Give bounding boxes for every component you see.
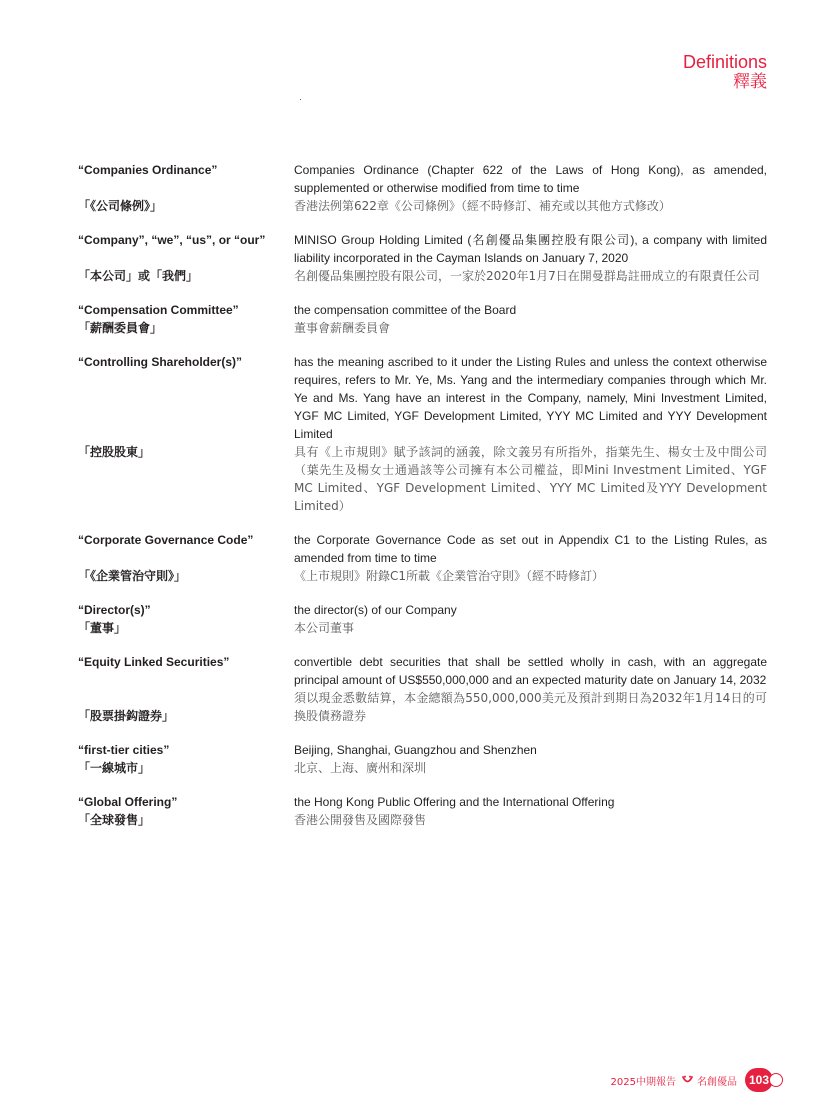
definition-zh: 具有《上市規則》賦予該詞的涵義，除文義另有所指外，指葉先生、楊女士及中間公司（葉先生及楊女士通過該等公司擁有本公司權益，即Mini Investment Limited、YGF MC Limited、YGF Development Limited、YYY MC Limited及YYY Development Limited）: [294, 445, 767, 513]
stray-dot: [300, 99, 301, 100]
term: “Compensation Committee”: [78, 303, 239, 317]
term: “Controlling Shareholder(s)”: [78, 355, 243, 369]
definition: the Hong Kong Public Offering and the International Offering: [294, 795, 615, 809]
definition: convertible debt securities that shall be settled wholly in cash, with an aggregate principal amount of US$550,000,000 and an expected maturity date on January 14, 2032: [294, 655, 767, 687]
term: “Companies Ordinance”: [78, 163, 218, 177]
definition-zh: 北京、上海、廣州和深圳: [294, 761, 427, 775]
page-title: Definitions: [682, 52, 767, 72]
term-zh: 「董事」: [78, 621, 127, 635]
definition-entry-company: [78, 231, 767, 285]
term-zh: 「本公司」或「我們」: [78, 269, 199, 283]
page-title-zh: 釋義: [733, 72, 767, 92]
term-zh: 「全球發售」: [78, 813, 151, 827]
definition-zh: 香港法例第622章《公司條例》（經不時修訂、補充或以其他方式修改）: [294, 199, 671, 213]
definition-zh: 須以現金悉數結算，本金總額為550,000,000美元及預計到期日為2032年1月14日的可換股債務證券: [294, 691, 767, 723]
definition: Beijing, Shanghai, Guangzhou and Shenzhen: [294, 743, 537, 757]
page-number: 103: [745, 1068, 773, 1092]
definition: the director(s) of our Company: [294, 603, 457, 617]
definition-entry-equity-linked-securities: [78, 653, 767, 725]
definition-entry-companies-ordinance: [78, 161, 767, 215]
definition: Companies Ordinance (Chapter 622 of the Laws of Hong Kong), as amended, supplemented or otherwise modified from time to time: [294, 163, 767, 195]
definition-entry-compensation-committee: [78, 301, 767, 337]
term: “first-tier cities”: [78, 743, 170, 757]
term-zh: 「《公司條例》」: [78, 199, 163, 213]
report-name: 2025中期報告: [610, 1076, 676, 1088]
definition: has the meaning ascribed to it under the Listing Rules and unless the context otherwise requires, refers to Mr. Ye, Ms. Yang and the intermediary companies through which Mr. Ye and Ms. Yang have an interest in the Company, namely, Mini Investment Limited, YGF MC Limited, YGF Development Limited, YYY MC Limited and YYY Development Limited: [294, 355, 767, 441]
definition-entry-controlling-shareholders: [78, 353, 767, 515]
term: “Corporate Governance Code”: [78, 533, 254, 547]
definition: the compensation committee of the Board: [294, 303, 517, 317]
definition-entry-corporate-governance-code: [78, 531, 767, 585]
definition-zh: 本公司董事: [294, 621, 355, 635]
term: “Director(s)”: [78, 603, 151, 617]
definition: the Corporate Governance Code as set out in Appendix C1 to the Listing Rules, as amended from time to time: [294, 533, 767, 565]
page-header: [683, 52, 767, 92]
definition-zh: 香港公開發售及國際發售: [294, 813, 427, 827]
definition-zh: 名創優品集團控股有限公司，一家於2020年1月7日在開曼群島註冊成立的有限責任公司: [294, 269, 760, 283]
term-zh: 「一線城市」: [78, 761, 151, 775]
definition-entry-global-offering: [78, 793, 767, 829]
page-number-badge: [745, 1068, 783, 1092]
term-zh: 「薪酬委員會」: [78, 321, 163, 335]
definition-zh: 董事會薪酬委員會: [294, 321, 391, 335]
miniso-logo-icon: [682, 1075, 693, 1085]
ring-decoration-icon: [769, 1073, 783, 1087]
brand-name: 名創優品: [697, 1076, 737, 1088]
term: “Equity Linked Securities”: [78, 655, 230, 669]
definition: MINISO Group Holding Limited (名創優品集團控股有限公司), a company with limited liability incorporated in the Cayman Islands on January 7, 2020: [294, 233, 767, 265]
term: “Company”, “we”, “us”, or “our”: [78, 233, 266, 247]
term: “Global Offering”: [78, 795, 178, 809]
definition-zh: 《上市規則》附錄C1所載《企業管治守則》（經不時修訂）: [294, 569, 605, 583]
term-zh: 「控股股東」: [78, 445, 151, 459]
definition-entry-directors: [78, 601, 767, 637]
definitions-list: [78, 161, 767, 845]
page-footer: [611, 1068, 783, 1092]
term-zh: 「股票掛鈎證券」: [78, 709, 175, 723]
definition-entry-first-tier-cities: [78, 741, 767, 777]
term-zh: 「《企業管治守則》」: [78, 569, 187, 583]
